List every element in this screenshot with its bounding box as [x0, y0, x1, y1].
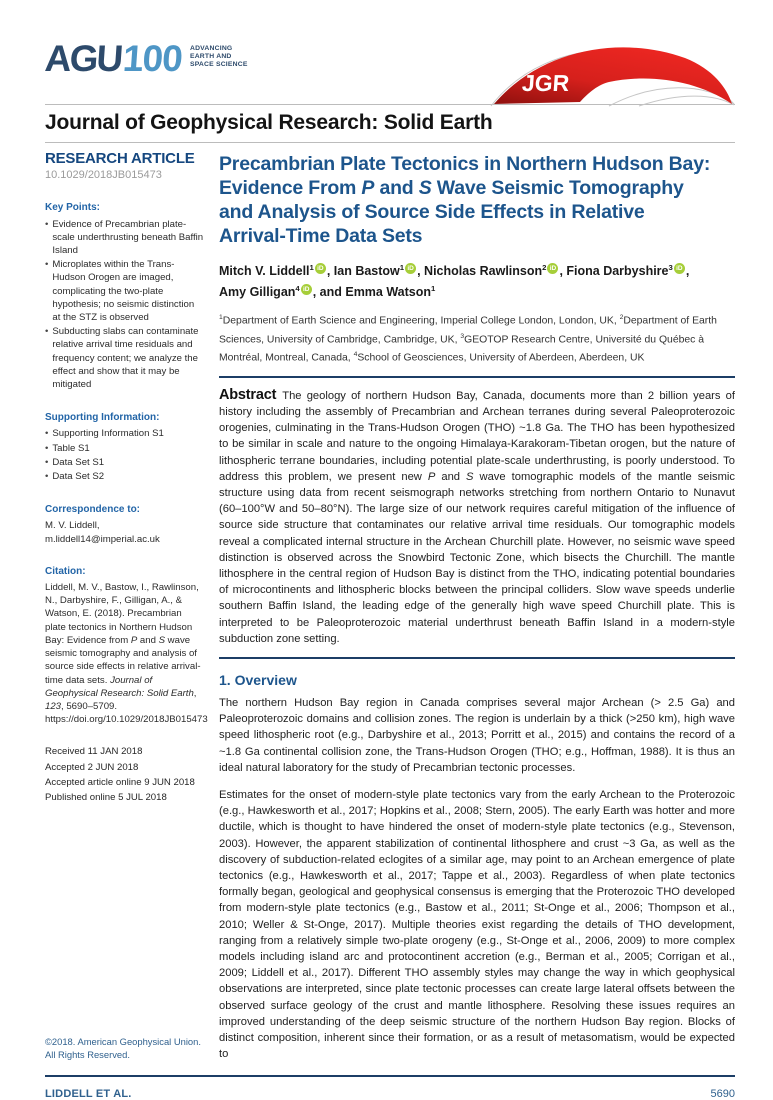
- bullet-icon: •: [45, 326, 49, 338]
- bullet-icon: •: [45, 428, 49, 440]
- jgr-badge-icon: [489, 41, 735, 107]
- overview-paragraph-1: The northern Hudson Bay region in Canada comprises several major Archean (> 2.5 Ga) and Paleoproterozoic domains and collision zones. The region is underlain by a thick (>250 km), high wave speed lithospheric root (e.g., Darbyshire et al., 2013; Porritt et al., 2015) and contains the record of a ~1.8 Ga continental collision zone, the Trans-Hudson Orogen (THO; e.g., Hoffman, 1988). It is thus an ideal natural laboratory for the study of Precambrian tectonic processes.: [219, 696, 735, 774]
- orcid-icon[interactable]: iD: [547, 263, 558, 274]
- supporting-info-link[interactable]: • Supporting Information S1: [45, 428, 164, 440]
- affiliations: $^1$Department of Earth Science and Engineering, Imperial College London, London, UK, $^2$Department of Earth Sciences, University of Cambridge, Cambridge, UK, $^3$GEOTOP Research Centre, Université du Québec à Montréal, Montreal, Canada, $^4$School of Geosciences, University of Aberdeen, Aberdeen, UK: [219, 314, 717, 364]
- accepted-online-date: Accepted article online 9 JUN 2018: [45, 776, 195, 788]
- accepted-date: Accepted 2 JUN 2018: [45, 761, 139, 773]
- page-number: 5690: [710, 1088, 735, 1100]
- copyright-notice: ©2018. American Geophysical Union. All Rights Reserved.: [45, 1036, 201, 1060]
- header-bottom-rule: [45, 142, 735, 143]
- page-footer: [45, 1075, 735, 1100]
- agu-logo: [43, 38, 248, 79]
- orcid-icon[interactable]: iD: [405, 263, 416, 274]
- orcid-icon[interactable]: iD: [315, 263, 326, 274]
- bullet-icon: •: [45, 471, 49, 483]
- author-list: Mitch V. Liddell$^1$ iD , Ian Bastow$^1$ iD , Nicholas Rawlinson$^2$ iD , Fiona Darbyshire$^3$ iD , Amy Gilligan$^4$ iD , and Emma Watson$^1$: [219, 263, 690, 300]
- agu-100-text: 100: [121, 38, 184, 79]
- key-points-section: [45, 201, 204, 392]
- svg-text:JGR: JGR: [521, 70, 571, 96]
- bullet-icon: •: [45, 456, 49, 468]
- citation-text: Liddell, M. V., Bastow, I., Rawlinson, N., Darbyshire, F., Gilligan, A., & Watson, E. (2018). Precambrian plate tectonics in Northern Hudson Bay: Evidence from P and S wave seismic tomography and analysis of source side effects in relative arrival-time data sets. Journal of Geophysical Research: Solid Earth, 123, 5690–5709. https://doi.org/10.1029/2018JB015473: [45, 582, 208, 726]
- supporting-info-link[interactable]: • Data Set S1: [45, 456, 105, 468]
- supporting-info-link[interactable]: • Table S1: [45, 442, 90, 454]
- sidebar: [45, 150, 208, 1073]
- key-points-heading: Key Points:: [45, 202, 101, 214]
- section-heading-overview: 1. Overview: [219, 671, 297, 688]
- citation-section: [45, 565, 208, 726]
- published-online-date: Published online 5 JUL 2018: [45, 791, 167, 803]
- key-point-item: • Evidence of Precambrian plate-scale underthrusting beneath Baffin Island: [45, 218, 204, 257]
- bullet-icon: •: [45, 218, 49, 230]
- agu-tagline: ADVANCING EARTH AND SPACE SCIENCE: [189, 45, 248, 69]
- content-columns: [45, 152, 735, 1073]
- orcid-icon[interactable]: iD: [674, 263, 685, 274]
- journal-title: Journal of Geophysical Research: Solid Earth: [45, 111, 493, 134]
- key-point-item: • Subducting slabs can contaminate relative arrival time residuals and frequency content; we analyze the effect and show that it may be mitigated: [45, 326, 199, 391]
- supporting-information-heading: Supporting Information:: [45, 412, 160, 424]
- article-main: [219, 152, 735, 1073]
- correspondence-heading: Correspondence to:: [45, 504, 141, 516]
- key-point-item: • Microplates within the Trans-Hudson Orogen are imaged, complicating the two-plate hypothesis; no seismic distinction at the STZ is observed: [45, 259, 195, 324]
- article-title: Precambrian Plate Tectonics in Northern Hudson Bay: Evidence From P and S Wave Seismic Tomography and Analysis of Source Side Effects in Relative Arrival-Time Data Sets: [219, 153, 711, 247]
- bullet-icon: •: [45, 259, 49, 271]
- supporting-information-section: [45, 411, 204, 484]
- agu-logo-text: AGU: [43, 38, 123, 79]
- supporting-info-link[interactable]: • Data Set S2: [45, 471, 105, 483]
- abstract-top-rule: [219, 376, 735, 378]
- running-head: LIDDELL ET AL.: [45, 1088, 132, 1100]
- overview-paragraph-2: Estimates for the onset of modern-style plate tectonics vary from the early Archean to the Proterozoic (e.g., Hawkesworth et al., 2017; Hopkins et al., 2008; Stern, 2005). The early Earth was hotter and more ductile, which is thought to have hindered the onset of modern-style plate tectonics (e.g., Stevenson, 2003). However, the apparent stabilization of continental lithosphere and crust ~3 Ga, as well as the discovery of subduction-related eclogites of a similar age, may point to an Archean emergence of plate tectonics (e.g., Hawkesworth et al., 2017; Tappe et al., 2003). Regardless of when plate tectonics formally began, geological and geophysical consensus is emerging that the Proterozoic THO developed from modern-style plate tectonics (e.g., Bastow et al., 2011; St-Onge et al., 2006; Thompson et al., 2010; Weller & St-Onge, 2017). Multiple theories exist regarding the details of THO development, ranging from a relatively simple two-plate orogeny (e.g., St-Onge et al., 2006, 2009) to more complex models including island arc and protocontinent accretion (e.g., Berman et al., 2005; Corrigan et al., 2009; Liddell et al., 2017). Different THO assembly styles may change the way in which geophysical observations are interpreted, since plate tectonic processes can create large lateral offsets between the observed surface geology of the crust and mantle lithosphere. Resolving these issues requires an improved understanding of the deep seismic structure of the northern Hudson Bay region. Blocks of distinct composition, inherent since their formation, or as a result of metasomatism, would be expected to: [219, 788, 735, 1061]
- article-history: [45, 745, 204, 806]
- citation-heading: Citation:: [45, 565, 86, 577]
- orcid-icon[interactable]: iD: [301, 284, 312, 295]
- article-doi: 10.1029/2018JB015473: [45, 169, 162, 182]
- article-type-label: RESEARCH ARTICLE: [45, 150, 195, 167]
- correspondence-section: [45, 503, 204, 546]
- abstract-bottom-rule: [219, 657, 735, 659]
- page-header: [45, 40, 735, 104]
- abstract-paragraph: [219, 387, 735, 647]
- abstract-body: The geology of northern Hudson Bay, Canada, documents more than 2 billion years of history including the assembly of Precambrian and Archean terranes during several Paleoproterozoic orogenies, culminating in the Trans-Hudson Orogen (THO) ~1.8 Ga. The THO has been hypothesized to be similar in scale and nature to the ongoing Himalaya-Karakoram-Tibetan orogen, but the nature of lithospheric terrane boundaries, including potential plate-scale underthrusting, is poorly understood. To address this problem, we present new P and S wave tomographic models of the mantle seismic structure using data from recent seismograph networks stretching from northern Ontario to Nunavut (60–100°W and 50–80°N). The large size of our network requires careful mitigation of the influence of source side structure that contaminates our relative arrival time residuals. Our tomographic models reveal a complicated internal structure in the Archean Churchill plate. However, no seismic wave speed distinction is observed across the Snowbird Tectonic Zone, which bisects the Churchill. The mantle lithosphere in the central region of Hudson Bay is distinct from the THO, indicating potential boundaries of microcontinents and lithospheric blocks between the principal colliders. Slow wave speeds underlie southern Baffin Island, the leading edge of the generally high wave speed Churchill plate. This is interpreted to be Paleoproterozoic material underthrust beneath Baffin Island in a modern-style subduction zone setting.: [219, 389, 735, 645]
- abstract-heading: Abstract: [219, 386, 277, 403]
- bullet-icon: •: [45, 442, 49, 454]
- correspondence-name: M. V. Liddell,: [45, 520, 100, 532]
- received-date: Received 11 JAN 2018: [45, 746, 143, 758]
- correspondence-email-link[interactable]: m.liddell14@imperial.ac.uk: [45, 533, 160, 545]
